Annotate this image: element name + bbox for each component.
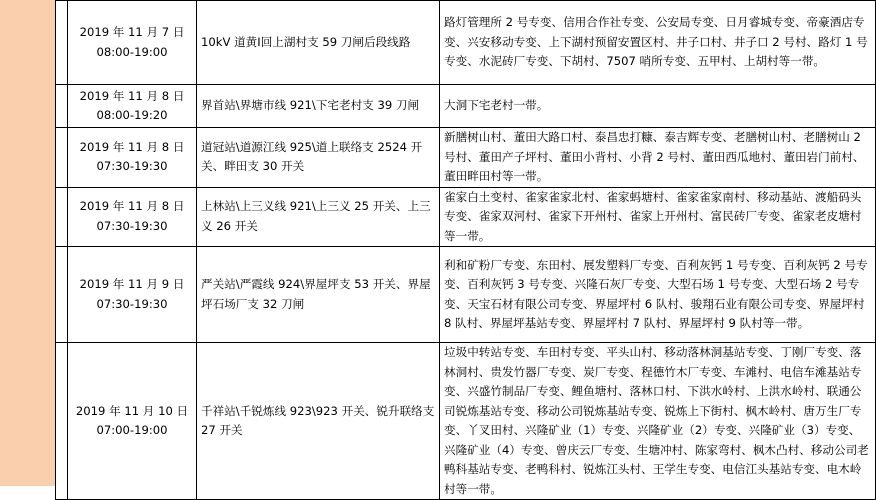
- line-cell: [197, 85, 440, 128]
- table-row: [56, 85, 876, 128]
- table-row: [56, 128, 876, 188]
- area-text: 雀家白土变村、雀家雀家北村、雀家蚂塘村、雀家雀家南村、移动基站、渡船码头专变、雀家双河村、雀家下开州村、雀家上开州村、富民砖厂专变、雀家老皮塘村等一带。: [444, 189, 862, 243]
- row-blank-cell: [56, 343, 68, 500]
- area-text: 大洞下宅老村一带。: [444, 98, 549, 113]
- area-cell: [440, 343, 876, 500]
- row-blank-cell: [56, 128, 68, 188]
- line-cell: [197, 1, 440, 85]
- line-text: 界首站\界塘市线 921\下宅老村支 39 刀闸: [201, 98, 420, 113]
- left-shaded-column: [0, 0, 55, 486]
- date-time-cell: [68, 128, 197, 188]
- time-text: 08:00-19:00: [96, 44, 168, 59]
- date-time-cell: [68, 85, 197, 128]
- area-cell: [440, 1, 876, 85]
- area-text: 新膳树山村、董田大路口村、泰昌忠打糠、泰吉辉专变、老膳树山村、老膳树山 2 号村、董田产子坪村、董田小背村、小背 2 号村、董田西瓜地村、董田岩门前村、董田畔田村等一带。: [444, 130, 865, 183]
- line-cell: [197, 187, 440, 247]
- area-cell: [440, 128, 876, 188]
- area-text: 利和矿粉厂专变、东田村、展发塑料厂专变、百利灰钙 1 号专变、百利灰钙 2 号专变、百利灰钙 3 号专变、兴隆石灰厂专变、大型石场 1 号专变、大型石场 2 号专变、天宝石材有限公司专变、界屋坪村 6 队村、骏翔石业有限公司专变、界屋坪村 8 队村、界屋坪基站专变、界屋坪村 7 队村、界屋坪村 9 队村等一带。: [444, 257, 868, 330]
- area-text: 路灯管理所 2 号专变、信用合作社专变、公安局专变、日月睿城专变、帝豪酒店专变、兴安移动专变、上下湖村预留安置区村、井子口村、井子口 2 号村、路灯 1 号专变、水泥砖厂专变、下胡村、7507 哨所专变、五甲村、上胡村等一带。: [444, 15, 868, 69]
- line-text: 上林站\上三义线 921\上三义 25 开关、上三义 26 开关: [201, 199, 431, 233]
- date-text: 2019 年 11 月 8 日: [79, 199, 185, 214]
- row-blank-cell: [56, 85, 68, 128]
- line-text: 严关站\严霞线 924\界屋坪支 53 开关、界屋坪石场厂支 32 刀闸: [201, 277, 431, 311]
- table-row: [56, 343, 876, 500]
- row-blank-cell: [56, 1, 68, 85]
- area-text: 垃圾中转站专变、车田村专变、平头山村、移动落林洞基站专变、丁刚厂专变、落林洞村、贵发竹器厂专变、炭厂专变、程德竹木厂专变、车滩村、电信车滩基站专变、兴盛竹制品厂专变、鲤鱼塘村、落林口村、下洪水岭村、上洪水岭村、联通公司锐炼基站专变、移动公司锐炼基站专变、锐炼上下街村、枫木岭村、唐万生厂专变、丫叉田村、兴隆矿业（1）专变、兴隆矿业（2）专变、兴隆矿业（3）专变、兴隆矿业（4）专变、曾庆云厂专变、生塘冲村、陈家弯村、枫木凸村、移动公司老鸭科基站专变、老鸭科村、锐炼江头村、王学生专变、电信江头基站专变、电木岭村等一带。: [444, 345, 869, 496]
- date-text: 2019 年 11 月 8 日: [79, 88, 185, 103]
- line-text: 10kV 道黄Ⅰ回上湖村支 59 刀闸后段线路: [201, 34, 411, 49]
- line-text: 道冠站\道源江线 925\道上联络支 2524 开关、畔田支 30 开关: [201, 139, 423, 174]
- line-cell: [197, 247, 440, 343]
- date-time-cell: [68, 1, 197, 85]
- table-row: [56, 1, 876, 85]
- line-text: 千祥站\千锐炼线 923\923 开关、锐升联络支 27 开关: [201, 403, 435, 437]
- line-cell: [197, 343, 440, 500]
- area-cell: [440, 247, 876, 343]
- table-row: [56, 247, 876, 343]
- time-text: 07:30-19:30: [96, 159, 168, 174]
- time-text: 07:00-19:00: [96, 423, 168, 437]
- date-text: 2019 年 11 月 9 日: [79, 277, 185, 291]
- table-row: [56, 187, 876, 247]
- line-cell: [197, 128, 440, 188]
- date-text: 2019 年 11 月 10 日: [75, 403, 189, 418]
- time-text: 08:00-19:20: [96, 108, 168, 122]
- date-text: 2019 年 11 月 7 日: [79, 25, 185, 39]
- area-cell: [440, 85, 876, 128]
- row-blank-cell: [56, 247, 68, 343]
- date-time-cell: [68, 343, 197, 500]
- time-text: 07:30-19:30: [96, 218, 168, 233]
- outage-schedule-table: [55, 0, 876, 500]
- date-time-cell: [68, 187, 197, 247]
- date-text: 2019 年 11 月 8 日: [79, 139, 185, 154]
- date-time-cell: [68, 247, 197, 343]
- area-cell: [440, 187, 876, 247]
- row-blank-cell: [56, 187, 68, 247]
- time-text: 07:30-19:30: [96, 296, 168, 311]
